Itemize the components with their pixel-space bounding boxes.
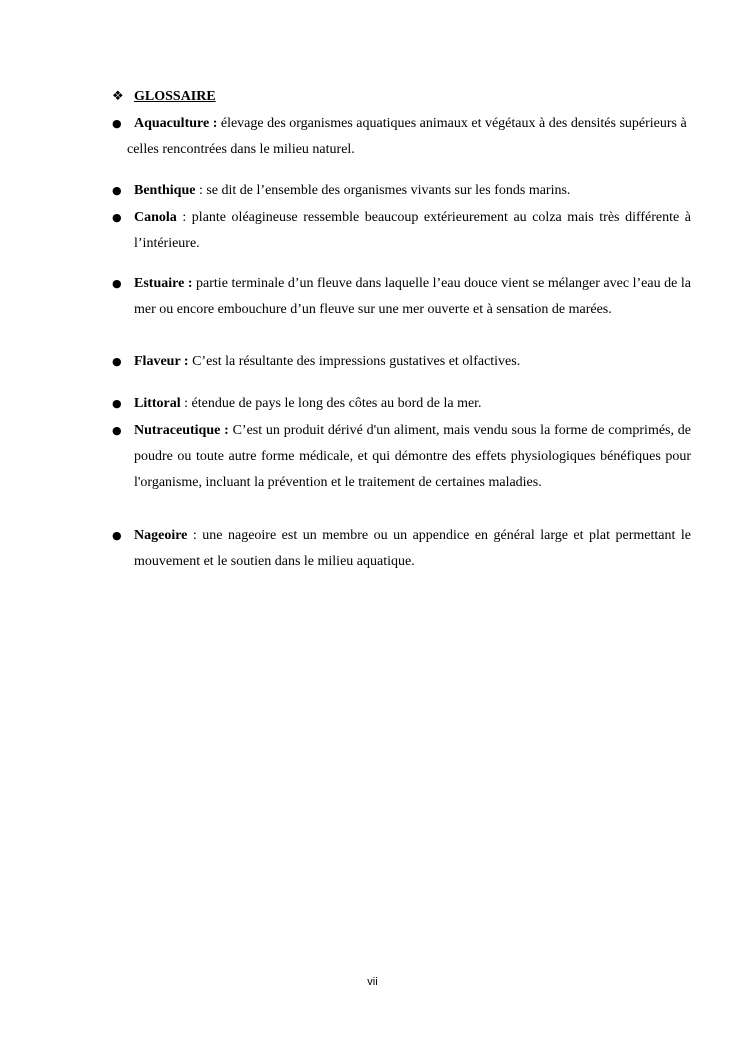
- glossary-term: Littoral: [134, 396, 181, 411]
- glossary-term: Nutraceutique :: [134, 423, 229, 438]
- diamond-bullet-icon: ❖: [112, 89, 124, 104]
- bullet-icon: ●: [112, 397, 122, 410]
- bullet-icon: ●: [112, 211, 122, 224]
- bullet-icon: ●: [112, 277, 122, 290]
- glossary-definition: : plante oléagineuse ressemble beaucoup extérieurement au colza mais très différente à l’intérieure.: [134, 210, 691, 251]
- page-number: vii: [367, 976, 378, 988]
- glossary-definition: partie terminale d’un fleuve dans laquelle l’eau douce vient se mélanger avec l’eau de la mer ou encore embouchure d’un fleuve sur une mer ouverte et à sensation de marées.: [134, 276, 691, 317]
- glossary-term: Benthique: [134, 183, 196, 198]
- bullet-icon: ●: [112, 184, 122, 197]
- glossary-entry-aquaculture: [112, 111, 691, 163]
- glossary-term: Estuaire :: [134, 276, 193, 291]
- glossary-definition: : une nageoire est un membre ou un appendice en général large et plat permettant le mouvement et le soutien dans le milieu aquatique.: [134, 528, 691, 569]
- glossary-term: Canola: [134, 210, 177, 225]
- glossary-term: Nageoire: [134, 528, 188, 543]
- glossary-entry-flaveur: [112, 349, 691, 375]
- bullet-icon: ●: [112, 424, 122, 437]
- glossary-term: Aquaculture :: [134, 116, 218, 131]
- glossary-heading: [112, 89, 216, 105]
- bullet-icon: ●: [112, 529, 122, 542]
- glossary-definition: élevage des organismes aquatiques animaux et végétaux à des densités supérieurs à celles rencontrées dans le milieu naturel.: [127, 116, 687, 157]
- glossary-entry-littoral: [112, 391, 691, 417]
- glossary-entry-nutraceutique: [112, 418, 691, 496]
- glossary-entry-estuaire: [112, 271, 691, 323]
- glossary-definition: : étendue de pays le long des côtes au bord de la mer.: [180, 396, 482, 411]
- glossary-definition: C’est la résultante des impressions gustatives et olfactives.: [188, 354, 521, 369]
- glossary-entry-benthique: [112, 178, 691, 204]
- bullet-icon: ●: [112, 117, 122, 130]
- glossary-title: GLOSSAIRE: [134, 89, 216, 104]
- glossary-entry-nageoire: [112, 523, 691, 575]
- glossary-definition: : se dit de l’ensemble des organismes vivants sur les fonds marins.: [195, 183, 571, 198]
- glossary-term: Flaveur :: [134, 354, 189, 369]
- glossary-definition: C’est un produit dérivé d'un aliment, mais vendu sous la forme de comprimés, de poudre ou toute autre forme médicale, et qui démontre des effets physiologiques bénéfiques pour l'organisme, incluant la prévention et le traitement de certaines maladies.: [134, 423, 691, 490]
- bullet-icon: ●: [112, 355, 122, 368]
- glossary-entry-canola: [112, 205, 691, 257]
